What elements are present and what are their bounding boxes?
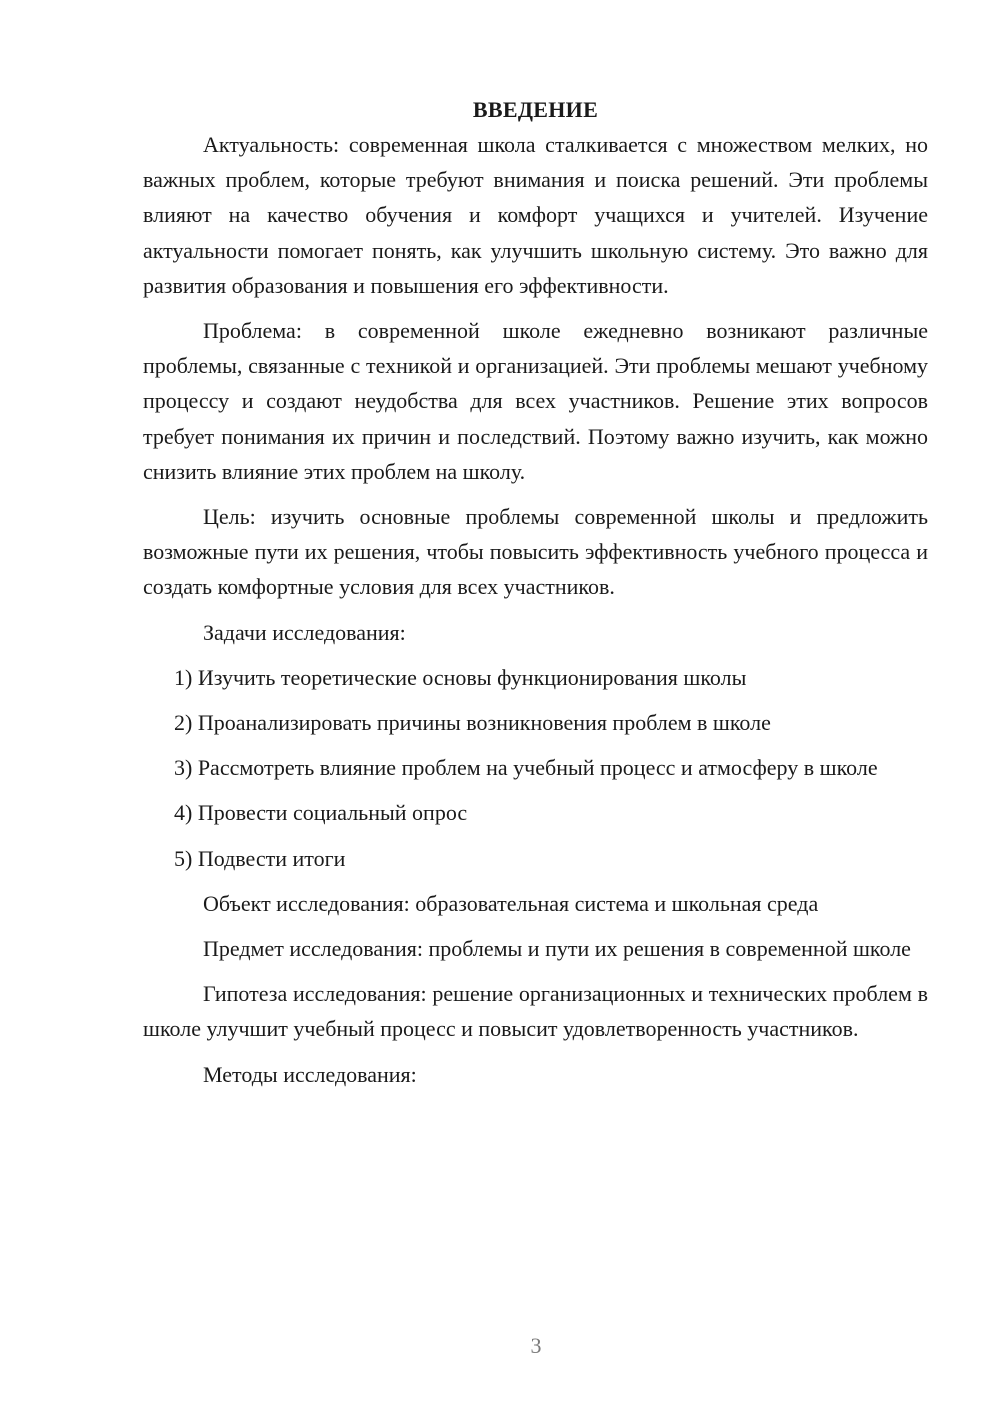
paragraph-goal: Цель: изучить основные проблемы современной школы и предложить возможные пути их решения, чтобы повысить эффективность учебного процесса и создать комфортные условия для всех участников.: [143, 504, 928, 600]
section-title: ВВЕДЕНИЕ: [472, 97, 599, 122]
paragraph-problem: Проблема: в современной школе ежедневно возникают различные проблемы, связанные с техникой и организацией. Эти проблемы мешают учебному процессу и создают неудобства для всех участников. Решение этих вопросов требует понимания их причин и последствий. Поэтому важно изучить, как можно снизить влияние этих проблем на школу.: [143, 318, 928, 484]
paragraph-relevance: Актуальность: современная школа сталкивается с множеством мелких, но важных проблем, которые требуют внимания и поиска решений. Эти проблемы влияют на качество обучения и комфорт учащихся и учителей. Изучение актуальности помогает понять, как улучшить школьную систему. Это важно для развития образования и повышения его эффективности.: [143, 132, 928, 298]
task-item-2: 2) Проанализировать причины возникновения проблем в школе: [174, 710, 771, 736]
task-item-1: 1) Изучить теоретические основы функционирования школы: [174, 664, 747, 690]
tasks-heading: Задачи исследования:: [203, 619, 406, 645]
methods-heading: Методы исследования:: [203, 1061, 417, 1087]
page-number: 3: [530, 1333, 542, 1358]
task-item-5: 5) Подвести итоги: [174, 845, 346, 871]
page-content: [143, 92, 928, 1092]
task-item-3: 3) Рассмотреть влияние проблем на учебный процесс и атмосферу в школе: [174, 755, 878, 781]
paragraph-hypothesis: Гипотеза исследования: решение организационных и технических проблем в школе улучшит учебный процесс и повысит удовлетворенность участников.: [143, 981, 928, 1042]
paragraph-subject: Предмет исследования: проблемы и пути их решения в современной школе: [203, 936, 911, 962]
paragraph-object: Объект исследования: образовательная система и школьная среда: [203, 890, 819, 916]
task-item-4: 4) Провести социальный опрос: [174, 800, 468, 826]
